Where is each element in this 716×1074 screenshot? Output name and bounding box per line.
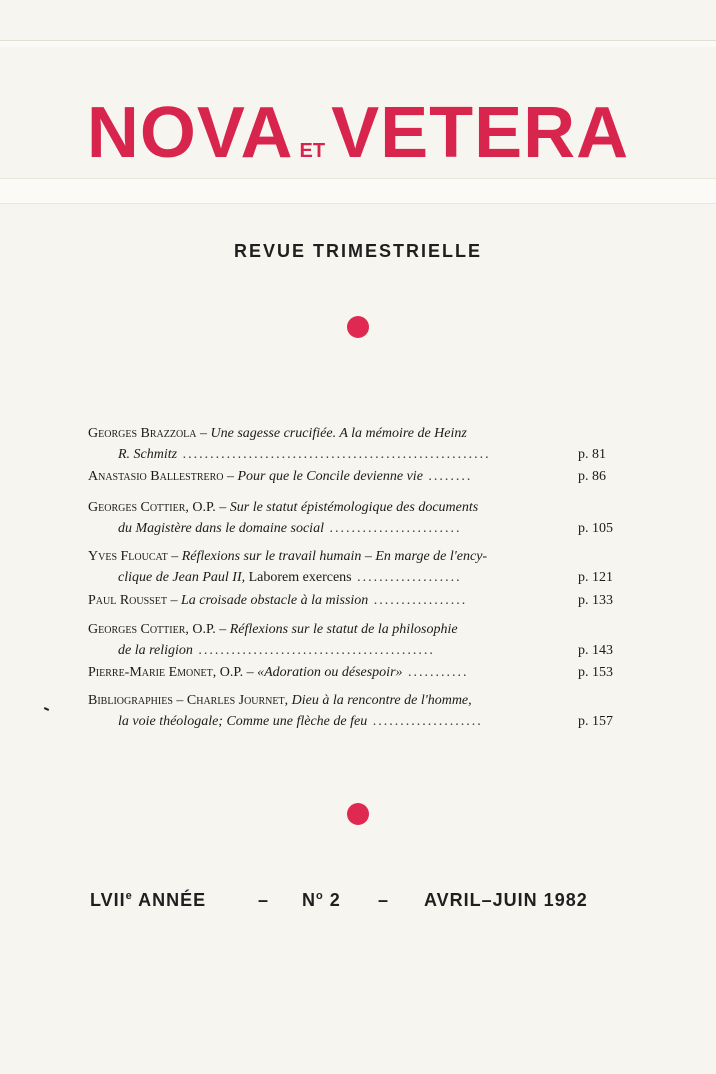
toc-page-number: p. 153 — [578, 665, 613, 680]
issue-footer — [0, 890, 716, 920]
toc-line — [88, 591, 543, 610]
toc-title: clique de Jean Paul II, — [118, 570, 246, 585]
red-dot-ornament-bottom — [347, 803, 369, 825]
toc-page-number: p. 86 — [578, 469, 606, 484]
toc-dot-leader: ........................................................ — [177, 447, 491, 462]
toc-author: Yves Floucat — [88, 549, 168, 564]
toc-author: Georges Cottier, — [88, 500, 189, 515]
toc-page-number: p. 143 — [578, 643, 613, 658]
footer-issue-number: $N^o$ 2 — [302, 890, 341, 910]
toc-line — [118, 445, 543, 464]
toc-page-number: p. 121 — [578, 570, 613, 585]
toc-title: Pour que le Concile devienne vie — [237, 469, 423, 484]
toc-dot-leader: ................... — [351, 570, 462, 585]
toc-title: La croisade obstacle à la mission — [180, 593, 369, 608]
toc-title: de la religion — [118, 643, 193, 658]
toc-line — [118, 712, 543, 731]
toc-author: Bibliographies – Charles Journet, — [88, 693, 289, 708]
subtitle: REVUE TRIMESTRIELLE — [233, 241, 482, 261]
toc-author: Paul Rousset — [88, 593, 167, 608]
masthead-et: ET — [299, 140, 326, 162]
toc-line — [88, 620, 543, 639]
red-dot-ornament-top — [347, 316, 369, 338]
toc-title: Réflexions sur le statut de la philosophie — [229, 622, 458, 637]
toc-dot-leader: .................... — [367, 714, 483, 729]
toc-author: Pierre-Marie Emonet, — [88, 665, 217, 680]
toc-page-number: p. 105 — [578, 521, 613, 536]
toc-title: Sur le statut épistémologique des documents — [229, 500, 479, 515]
toc-page-number: p. 157 — [578, 714, 613, 729]
footer-year-volume: LVIIe ANNÉE — [90, 890, 207, 910]
footer-numero-suffix: o — [316, 890, 324, 902]
toc-title: Dieu à la rencontre de l'homme, — [291, 693, 472, 708]
toc-title: R. Schmitz — [118, 447, 178, 462]
toc-line — [88, 663, 543, 682]
toc-line — [118, 568, 543, 587]
toc-separator: – — [167, 549, 182, 564]
toc-title: du Magistère dans le domaine social — [118, 521, 324, 536]
footer-date: AVRIL–JUIN 1982 — [424, 890, 588, 910]
toc-dot-leader: ........................ — [323, 521, 462, 536]
toc-author: Georges Cottier, — [88, 622, 189, 637]
masthead — [0, 92, 716, 174]
toc-line — [88, 498, 543, 517]
footer-ordinal-suffix: e — [125, 890, 133, 902]
toc-dot-leader: ........................................... — [192, 643, 435, 658]
masthead-word-vetera: VETERA — [331, 93, 630, 173]
toc-dot-leader: ........ — [422, 469, 473, 484]
footer-dash-1: – — [258, 890, 270, 910]
toc-separator: – — [223, 469, 238, 484]
toc-line — [88, 547, 543, 566]
footer-dash-2: – — [378, 890, 390, 910]
toc-title: Réflexions sur le travail humain – En marge de l'ency- — [181, 549, 488, 564]
toc-separator: O.P. – — [188, 500, 230, 515]
toc-separator: O.P. – — [188, 622, 230, 637]
toc-page-number: p. 81 — [578, 447, 606, 462]
toc-author: Anastasio Ballestrero — [88, 469, 224, 484]
toc-title: «Adoration ou désespoir» — [257, 665, 403, 680]
toc-title: Une sagesse crucifiée. A la mémoire de Heinz — [210, 426, 467, 441]
toc-separator: O.P. – — [216, 665, 258, 680]
toc-line — [88, 424, 543, 443]
toc-title: la voie théologale; Comme une flèche de feu — [118, 714, 368, 729]
print-speck — [44, 707, 49, 711]
toc-title-roman: Laborem exercens — [245, 570, 352, 585]
toc-dot-leader: ................. — [368, 593, 468, 608]
toc-line — [88, 691, 543, 710]
toc-separator: – — [166, 593, 181, 608]
toc-author: Georges Brazzola — [88, 426, 197, 441]
toc-page-number: p. 133 — [578, 593, 613, 608]
toc-line — [118, 641, 543, 660]
mid-paper-band — [0, 178, 716, 204]
top-paper-band — [0, 40, 716, 47]
toc-line — [118, 519, 543, 538]
toc-dot-leader: ........... — [402, 665, 469, 680]
masthead-word-nova: NOVA — [86, 93, 294, 173]
toc-line — [88, 467, 543, 486]
toc-separator: – — [196, 426, 211, 441]
